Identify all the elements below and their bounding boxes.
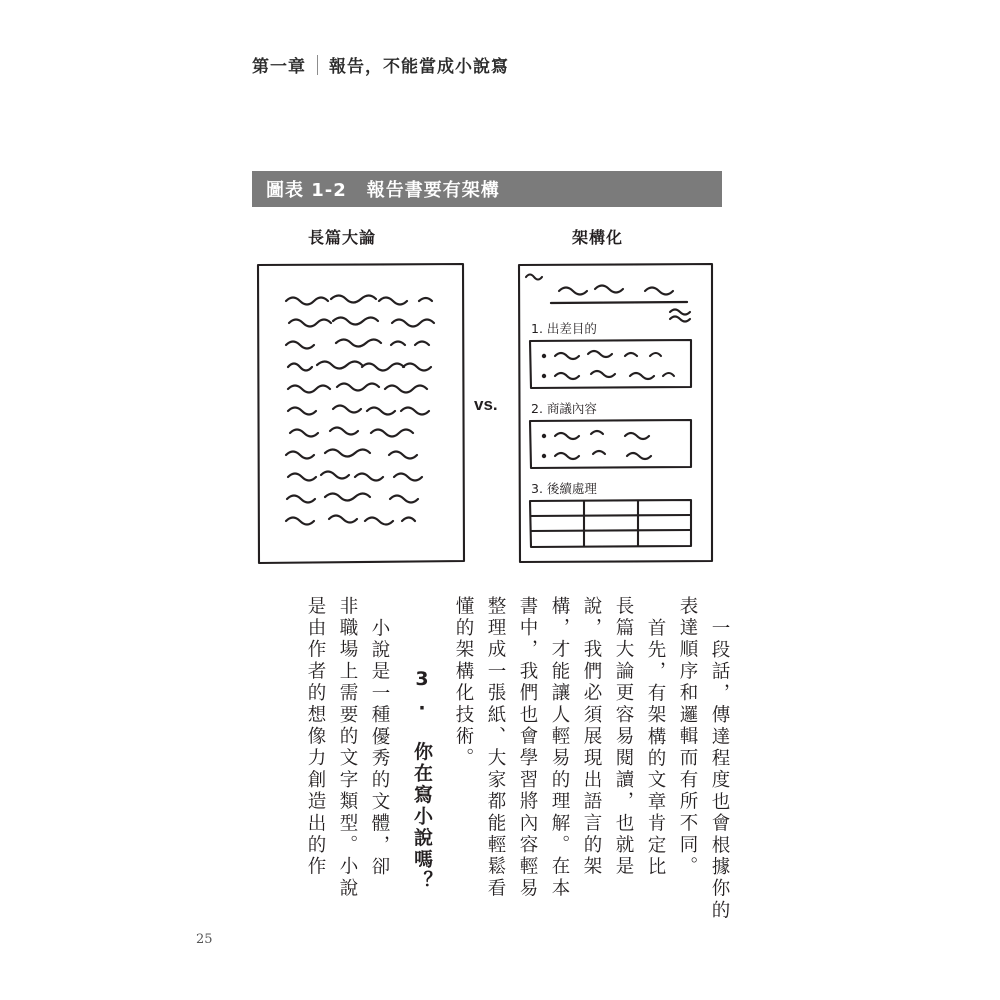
summary-table [530, 500, 691, 547]
panel-label-left: 長篇大論 [308, 228, 377, 247]
running-head-subject: 報告，不能當成小說寫 [329, 57, 509, 77]
bullet-dot [542, 434, 546, 438]
versus-label: vs. [474, 395, 498, 414]
figure-block [252, 171, 722, 581]
running-head-chapter: 第一章 [252, 57, 306, 77]
body-column: 構，才能讓人輕易的理解。在本 [549, 596, 570, 900]
bullet-dot [542, 454, 546, 458]
body-column: 說，我們必須展現出語言的架 [581, 596, 602, 879]
body-column: 長篇大論更容易閱讀，也就是 [613, 596, 634, 879]
running-head [252, 52, 509, 77]
body-column: 整理成一張紙、大家都能輕鬆看 [485, 596, 506, 900]
panel-labels [252, 225, 722, 261]
body-column: 非職場上需要的文字類型。小說 [337, 596, 358, 900]
body-column: 懂的架構化技術。 [453, 596, 474, 770]
section-label-2: 2. 商議內容 [531, 401, 597, 416]
header-squiggles [526, 275, 690, 322]
page-number: 25 [196, 932, 213, 947]
body-column: 小說是一種優秀的文體，卻 [369, 618, 390, 879]
figure-caption-bar [252, 171, 722, 207]
section-label-1: 1. 出差目的 [531, 321, 597, 336]
panel-structured-document [515, 261, 715, 570]
figure-caption-title: 報告書要有架構 [366, 180, 500, 201]
body-column: 書中，我們也會學習將內容輕易 [517, 596, 538, 900]
panel-long-form-document [255, 261, 467, 570]
section-heading-3: 3. 你在寫小說嗎？ [411, 668, 433, 892]
figure-caption-number: 圖表 1-2 [266, 180, 347, 201]
body-column: 是由作者的想像力創造出的作 [305, 596, 326, 879]
body-column: 表達順序和邏輯而有所不同。 [677, 596, 698, 879]
figure-panels [252, 261, 722, 581]
body-text-vertical [292, 596, 728, 926]
squiggle-lines [286, 296, 434, 525]
bullet-dot [542, 354, 546, 358]
bullet-dot [542, 374, 546, 378]
section-label-3: 3. 後續處理 [531, 481, 597, 496]
panel-label-right: 架構化 [572, 228, 624, 247]
body-column: 首先，有架構的文章肯定比 [645, 618, 666, 879]
running-head-divider [317, 55, 318, 75]
body-column: 一段話，傳達程度也會根據你的 [709, 618, 730, 922]
